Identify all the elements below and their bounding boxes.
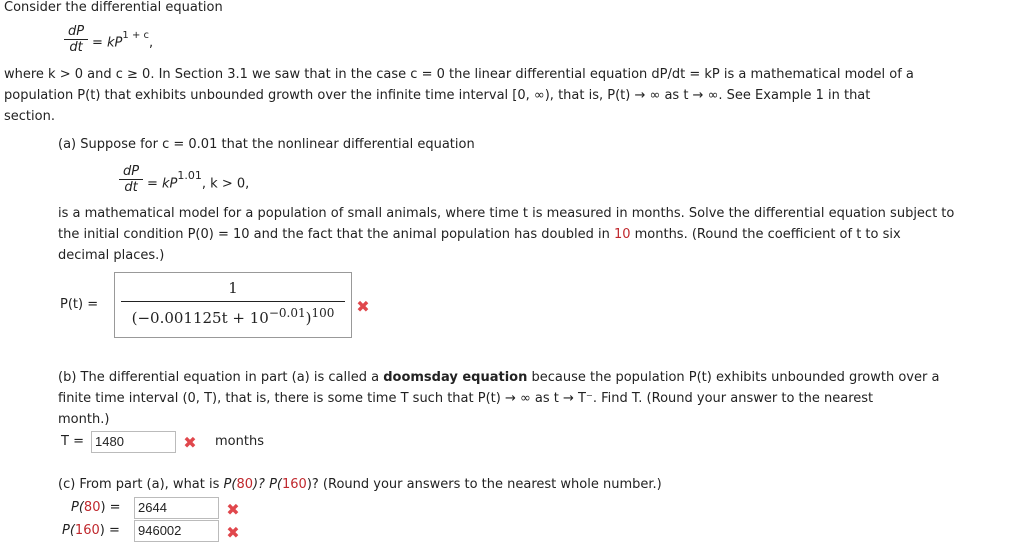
label-text: ) = xyxy=(100,500,121,515)
answer-label: P(t) = xyxy=(60,297,99,312)
highlight-number: 10 xyxy=(613,227,631,242)
label-text: P( xyxy=(62,523,75,538)
rhs-text: = kP xyxy=(92,35,123,51)
line-text: months. (Round the coefficient of t to six xyxy=(630,227,901,242)
line-text: because the population P(t) exhibits unbounded growth over a xyxy=(527,370,940,385)
intro-line-1: where k > 0 and c ≥ 0. In Section 3.1 we saw that in the case c = 0 the linear differential equation dP/dt = kP is a mathematical model of a xyxy=(4,67,914,82)
t-input[interactable]: 1480 xyxy=(91,431,176,453)
fraction-numerator: dP xyxy=(119,164,143,180)
bold-term: doomsday equation xyxy=(383,370,528,385)
part-b-line-1 xyxy=(58,370,939,386)
line-text: (b) The differential equation in part (a) is called a xyxy=(58,370,384,385)
label-text: ) = xyxy=(99,523,120,538)
intro-heading: Consider the differential equation xyxy=(4,0,223,15)
line-text: )? (Round your answers to the nearest whole number.) xyxy=(306,477,662,492)
part-b-line-2: finite time interval (0, T), that is, there is some time T such that P(t) → ∞ as t → T⁻. Find T. (Round your answer to the nearest xyxy=(58,391,874,406)
rhs-text: = kP xyxy=(147,176,178,192)
p80-input[interactable]: 2644 xyxy=(134,497,219,519)
den-exponent: −0.01 xyxy=(268,306,306,320)
line-text: (c) From part (a), what is xyxy=(58,477,224,492)
part-c-line-1 xyxy=(58,477,662,493)
fraction-denominator: dt xyxy=(69,40,83,55)
p160-label xyxy=(62,523,120,539)
t-label: T = xyxy=(61,434,84,449)
highlight-number: 160 xyxy=(74,523,100,538)
p80-label xyxy=(71,500,121,516)
highlight-number: 80 xyxy=(236,477,253,492)
wrong-icon: ✖ xyxy=(183,433,197,452)
part-b-line-3: month.) xyxy=(58,412,110,427)
den-base: (−0.001125t + 10 xyxy=(131,309,269,327)
rhs-exponent: 1 + c xyxy=(122,30,150,41)
part-a-line-3: decimal places.) xyxy=(58,248,165,263)
line-text: )? P( xyxy=(252,477,282,492)
label-text: P( xyxy=(71,500,84,515)
den-close: ) xyxy=(305,309,312,327)
wrong-icon: ✖ xyxy=(356,297,370,316)
den-power: 100 xyxy=(311,306,335,320)
intro-line-3: section. xyxy=(4,109,55,124)
answer-fraction xyxy=(121,279,345,327)
answer-box[interactable] xyxy=(114,272,352,338)
answer-numerator: 1 xyxy=(121,279,345,302)
part-a-line-1: is a mathematical model for a population of small animals, where time t is measured in months. Solve the differential equation subject to xyxy=(58,206,955,221)
p160-input[interactable]: 946002 xyxy=(134,520,219,542)
fraction-numerator: dP xyxy=(64,24,88,40)
rhs-comma: , xyxy=(149,35,154,51)
highlight-number: 160 xyxy=(282,477,307,492)
part-a-line-2 xyxy=(58,227,901,243)
fraction-denominator: dt xyxy=(124,180,138,195)
line-text: the initial condition P(0) = 10 and the fact that the animal population has doubled in xyxy=(58,227,614,242)
t-unit: months xyxy=(215,434,264,449)
rhs-exponent: 1.01 xyxy=(177,169,202,182)
wrong-icon: ✖ xyxy=(226,523,240,542)
answer-denominator xyxy=(121,302,345,327)
rhs-tail: , k > 0, xyxy=(201,176,250,192)
intro-line-2: population P(t) that exhibits unbounded growth over the infinite time interval [0, ∞), that is, P(t) → ∞ as t → ∞. See Example 1 in that xyxy=(4,88,871,103)
wrong-icon: ✖ xyxy=(226,500,240,519)
part-a-equation-rhs xyxy=(147,171,249,192)
highlight-number: 80 xyxy=(83,500,101,515)
intro-equation-rhs xyxy=(92,31,153,51)
part-a-lead: (a) Suppose for c = 0.01 that the nonlinear differential equation xyxy=(58,137,475,152)
intro-fraction xyxy=(64,24,88,55)
part-a-fraction xyxy=(119,164,143,195)
line-text: P( xyxy=(223,477,237,492)
